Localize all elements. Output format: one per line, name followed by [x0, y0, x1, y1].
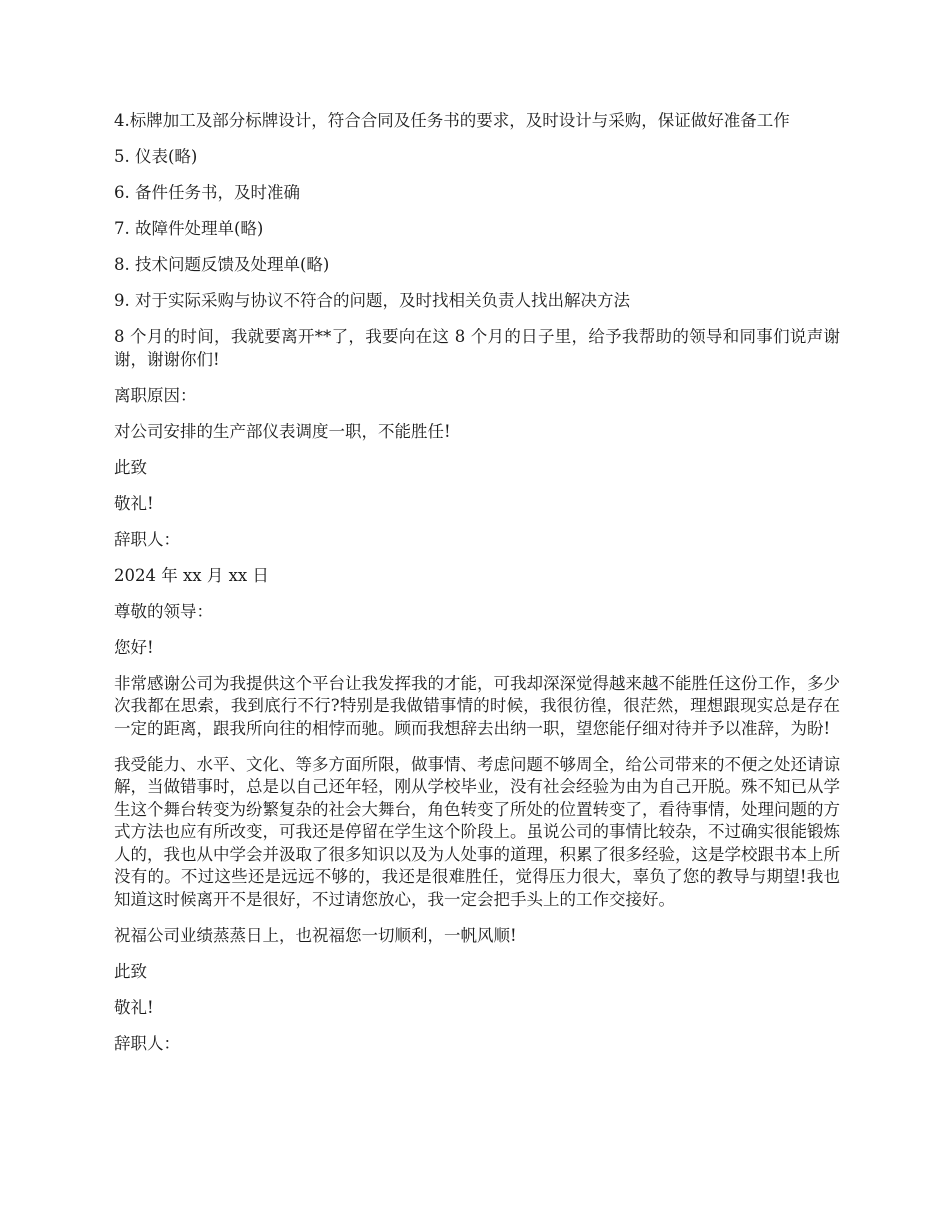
document-page — [114, 110, 840, 1069]
salutation: 尊敬的领导： — [114, 601, 213, 621]
task-item-4: 4.标牌加工及部分标牌设计，符合合同及任务书的要求，及时设计与采购，保证做好准备工作 — [114, 111, 790, 130]
date-line: 2024 年 xx 月 xx 日 — [114, 565, 269, 585]
resign-reason-text: 对公司安排的生产部仪表调度一职，不能胜任! — [114, 421, 451, 441]
resign-reason-heading: 离职原因： — [114, 385, 197, 405]
closing-jingli-2: 敬礼! — [114, 997, 154, 1017]
signature-label: 辞职人： — [114, 529, 180, 549]
task-item-9: 9. 对于实际采购与协议不符合的问题，及时找相关负责人找出解决方法 — [114, 291, 630, 310]
thanks-paragraph: 8 个月的时间，我就要离开**了，我要向在这 8 个月的日子里，给予我帮助的领导和同事们说声谢谢，谢谢你们! — [114, 327, 840, 369]
body-paragraph-1: 非常感谢公司为我提供这个平台让我发挥我的才能，可我却深深觉得越来越不能胜任这份工作，多少次我都在思索，我到底行不行?特别是我做错事情的时候，我很彷徨，很茫然，理想跟现实总是存在一定的距离，跟我所向往的相悖而驰。顾而我想辞去出纳一职，望您能仔细对待并予以准辞，为盼! — [114, 673, 840, 738]
task-item-5: 5. 仪表(略) — [114, 147, 198, 166]
closing-cizhi: 此致 — [114, 457, 147, 477]
signature-label-2: 辞职人： — [114, 1033, 180, 1053]
greeting: 您好! — [114, 637, 154, 657]
task-item-7: 7. 故障件处理单(略) — [114, 219, 264, 238]
closing-jingli: 敬礼! — [114, 493, 154, 513]
task-item-6: 6. 备件任务书，及时准确 — [114, 183, 300, 202]
closing-cizhi-2: 此致 — [114, 961, 147, 981]
task-item-8: 8. 技术问题反馈及处理单(略) — [114, 255, 330, 274]
body-paragraph-2: 我受能力、水平、文化、等多方面所限，做事情、考虑问题不够周全，给公司带来的不便之处还请谅解，当做错事时，总是以自己还年轻，刚从学校毕业，没有社会经验为由为自己开脱。殊不知已从学生这个舞台转变为纷繁复杂的社会大舞台，角色转变了所处的位置转变了，看待事情，处理问题的方式方法也应有所改变，可我还是停留在学生这个阶段上。虽说公司的事情比较杂，不过确实很能锻炼人的，我也从中学会并汲取了很多知识以及为人处事的道理，积累了很多经验，这是学校跟书本上所没有的。不过这些还是远远不够的，我还是很难胜任，觉得压力很大，辜负了您的教导与期望!我也知道这时候离开不是很好，不过请您放心，我一定会把手头上的工作交接好。 — [114, 754, 840, 909]
blessing-paragraph: 祝福公司业绩蒸蒸日上，也祝福您一切顺利，一帆风顺! — [114, 925, 517, 945]
